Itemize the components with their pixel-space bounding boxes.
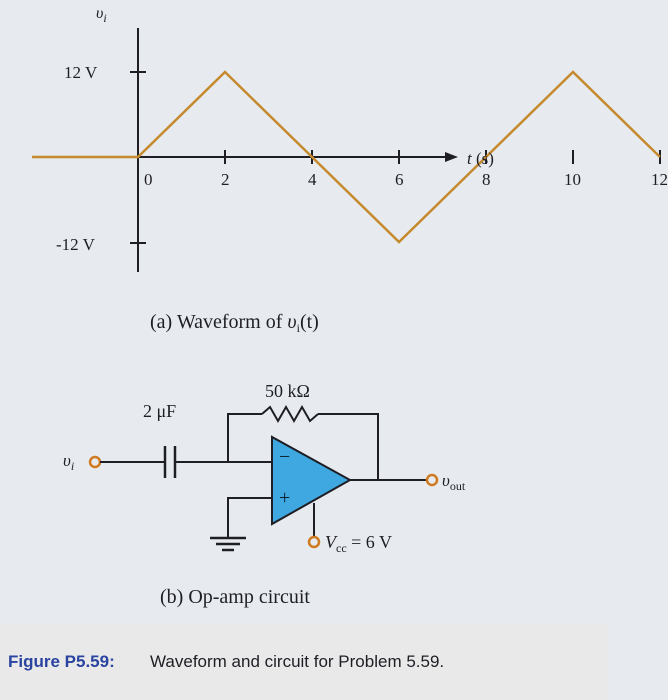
x-tick-label-12: 12 — [651, 170, 668, 189]
output-label: $\upsilon_{out}$ — [442, 471, 466, 493]
waveform-caption: (a) Waveform of $\upsilon_i(t)$ — [150, 311, 319, 335]
y-axis-label: $\upsilon_i$ — [96, 5, 107, 25]
pos-level-label: 12 V — [64, 63, 98, 82]
neg-level-label: -12 V — [56, 235, 95, 254]
resistor-label: 50 kΩ — [265, 381, 310, 401]
input-label: $\upsilon_i$ — [63, 451, 75, 473]
figure-caption-label: Figure P5.59: — [8, 652, 115, 671]
capacitor — [165, 446, 175, 478]
input-terminal — [90, 457, 100, 467]
x-tick-label-0: 0 — [144, 170, 153, 189]
plus-sign: + — [279, 487, 291, 509]
vcc-terminal — [309, 537, 319, 547]
feedback-left-wire — [228, 414, 262, 462]
x-tick-label-10: 10 — [564, 170, 581, 189]
x-tick-label-8: 8 — [482, 170, 491, 189]
minus-sign: − — [279, 446, 291, 468]
ground-icon — [210, 538, 246, 550]
output-terminal — [427, 475, 437, 485]
resistor — [262, 407, 318, 421]
capacitor-label: 2 μF — [143, 401, 177, 421]
x-tick-label-4: 4 — [308, 170, 317, 189]
circuit-caption: (b) Op-amp circuit — [160, 586, 310, 608]
noninverting-wire — [228, 498, 272, 538]
x-axis-label: t (s) — [467, 149, 494, 168]
figure-caption-text: Waveform and circuit for Problem 5.59. — [150, 652, 445, 671]
vcc-label: $V_{cc} = 6$ V — [325, 532, 392, 555]
x-tick-label-6: 6 — [395, 170, 404, 189]
x-tick-label-2: 2 — [221, 170, 230, 189]
